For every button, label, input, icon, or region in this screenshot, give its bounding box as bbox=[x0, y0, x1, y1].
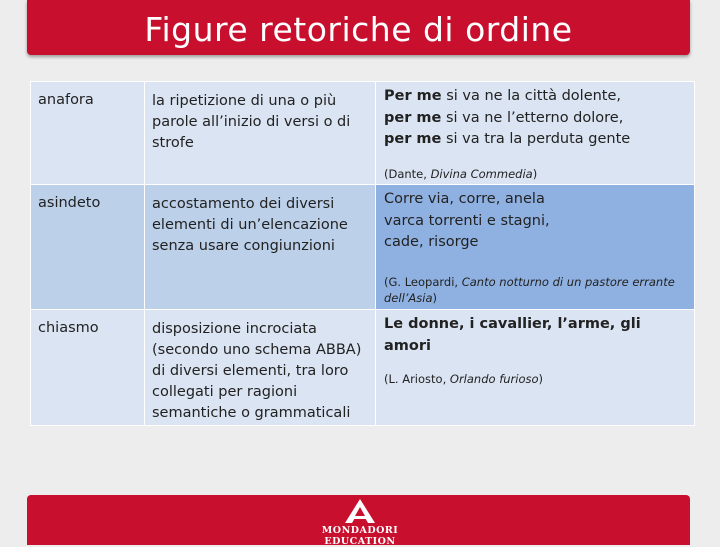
source-citation bbox=[376, 371, 694, 387]
term-cell bbox=[31, 185, 145, 310]
term-label: chiasmo bbox=[38, 320, 99, 336]
mondadori-logo-icon bbox=[342, 498, 378, 524]
source-close: ) bbox=[538, 372, 544, 386]
title-bar bbox=[27, 0, 690, 55]
source-author: (G. Leopardi, bbox=[384, 275, 462, 289]
definition-cell bbox=[145, 82, 376, 185]
definition-text: la ripetizione di una o più parole all’inizio di versi o di strofe bbox=[152, 93, 351, 151]
example-bold: per me bbox=[384, 131, 442, 147]
example-cell bbox=[376, 82, 695, 185]
definition-text: accostamento dei diversi elementi di un’elencazione senza usare congiunzioni bbox=[152, 196, 348, 254]
definition-cell bbox=[145, 185, 376, 310]
example-bold: per me bbox=[384, 109, 442, 126]
example-line: varca torrenti e stagni, bbox=[384, 212, 550, 229]
example-cell bbox=[376, 185, 695, 310]
source-citation bbox=[376, 166, 543, 182]
example-line: cade, risorge bbox=[384, 234, 479, 250]
term-label: asindeto bbox=[38, 195, 101, 211]
source-close: ) bbox=[432, 291, 438, 305]
example-line: si va ne la città dolente, bbox=[441, 88, 622, 104]
rhetoric-table bbox=[30, 81, 695, 426]
example-cell bbox=[376, 310, 695, 426]
table-row bbox=[31, 185, 695, 310]
definition-text: disposizione incrociata (secondo uno schema ABBA) di diversi elementi, tra loro collegati per ragioni semantiche o grammaticali bbox=[152, 321, 362, 421]
page-title: Figure retoriche di ordine bbox=[144, 10, 573, 49]
source-citation bbox=[376, 274, 694, 306]
source-close: ) bbox=[532, 167, 538, 181]
example-text bbox=[376, 185, 694, 254]
example-text bbox=[376, 310, 694, 357]
term-label: anafora bbox=[38, 92, 94, 108]
source-work: Orlando furioso bbox=[449, 372, 539, 386]
logo-text: MONDADORI EDUCATION bbox=[321, 525, 399, 547]
table-row bbox=[31, 82, 695, 185]
example-line: si va ne l’etterno dolore, bbox=[441, 109, 624, 126]
example-line: Le donne, i cavallier, l’arme, gli amori bbox=[384, 316, 641, 354]
source-work: Canto notturno di un pastore errante dell’Asia bbox=[384, 275, 675, 305]
example-text bbox=[376, 82, 694, 151]
table-row bbox=[31, 310, 695, 426]
source-author: (Dante, bbox=[384, 167, 431, 181]
term-cell bbox=[31, 310, 145, 426]
example-line: si va tra la perduta gente bbox=[441, 131, 631, 147]
definition-cell bbox=[145, 310, 376, 426]
source-work: Divina Commedia bbox=[430, 167, 533, 181]
publisher-logo bbox=[290, 498, 430, 547]
example-bold: Per me bbox=[384, 88, 442, 104]
source-author: (L. Ariosto, bbox=[384, 372, 450, 386]
example-line: Corre via, corre, anela bbox=[384, 191, 545, 207]
term-cell bbox=[31, 82, 145, 185]
